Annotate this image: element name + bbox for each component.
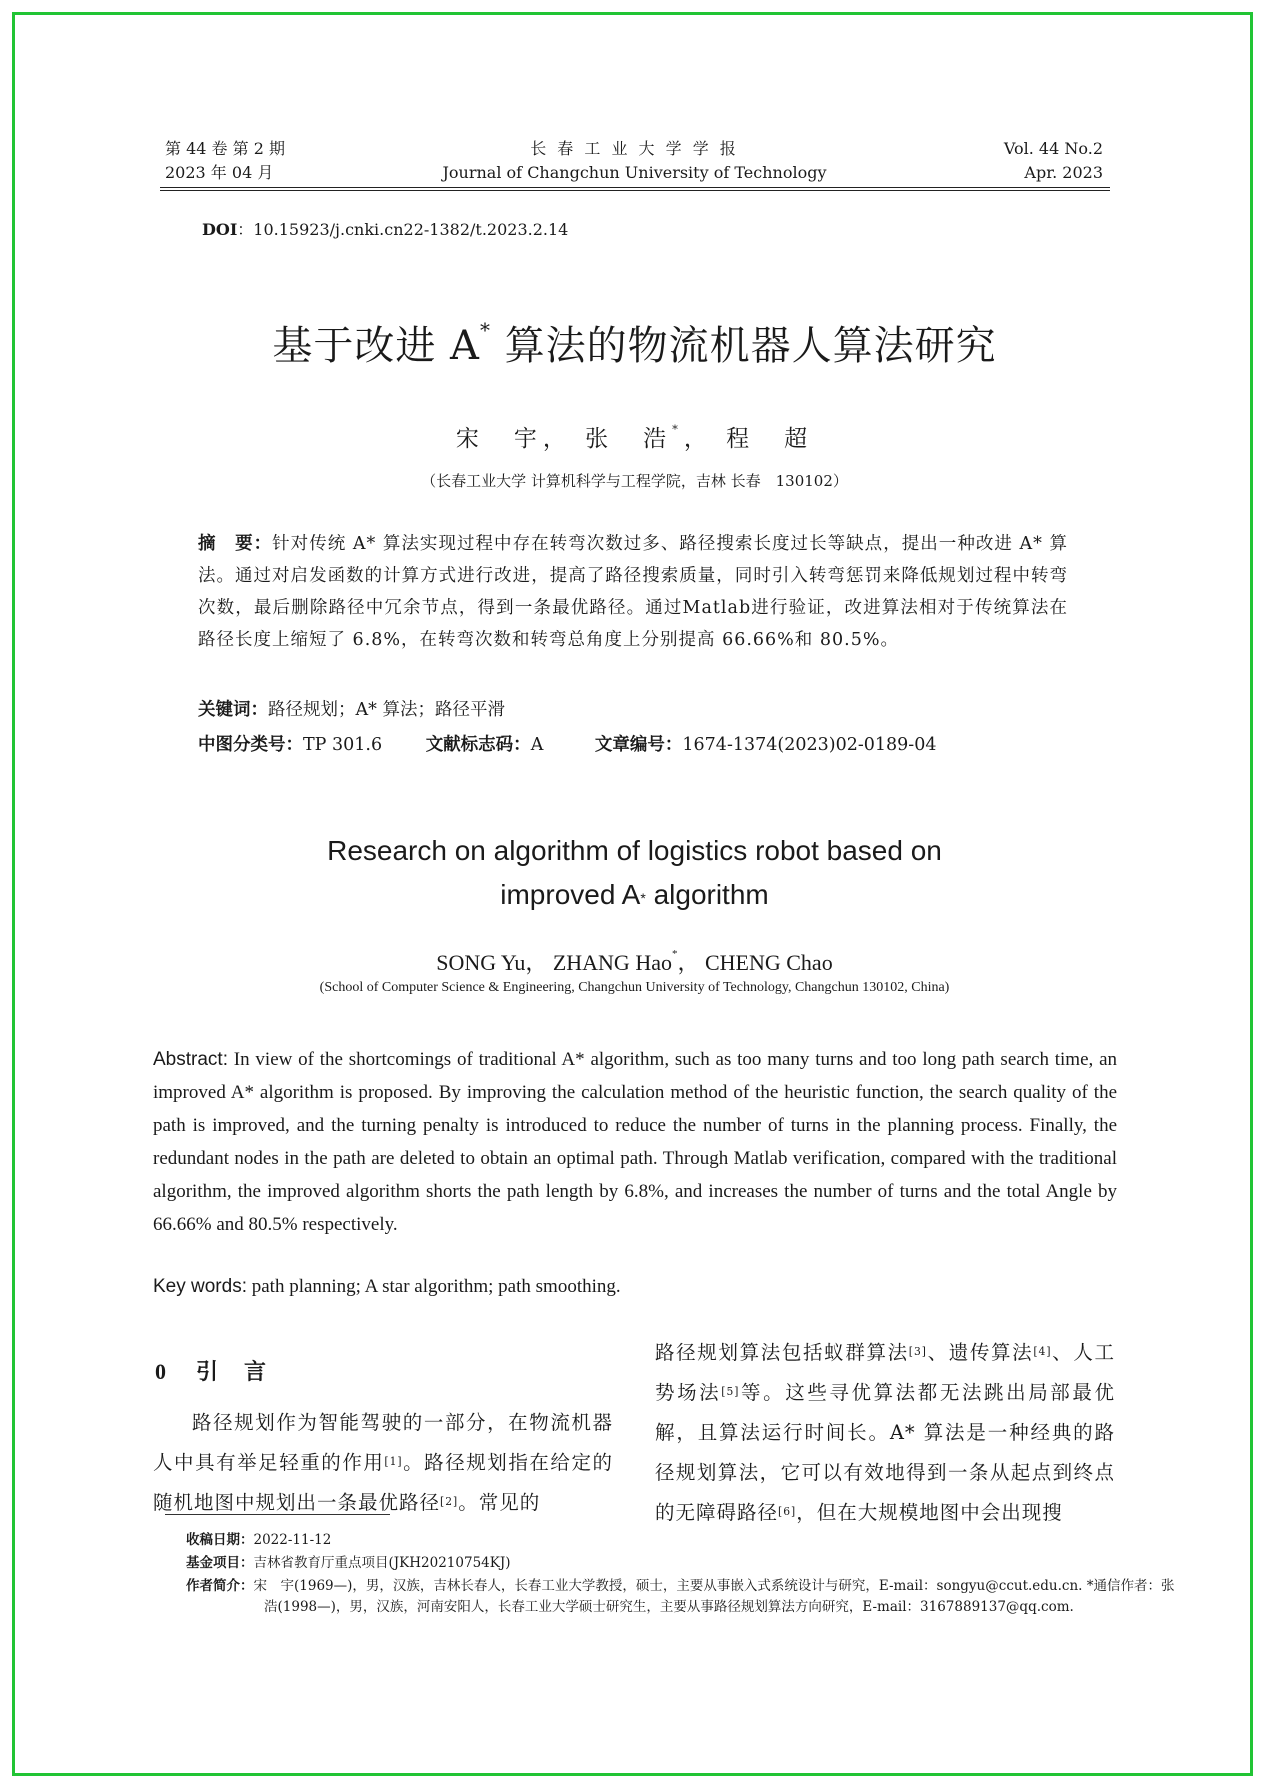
abstract-en-label: Abstract: [153, 1049, 228, 1070]
title-part: 基于改进 A [272, 323, 480, 369]
footnote-received [186, 1530, 1116, 1551]
body-text: 、遗传算法 [926, 1341, 1034, 1364]
journal-name-en: Journal of Changchun University of Technology [442, 163, 827, 182]
citation-1: [1] [384, 1454, 403, 1468]
footnote-author [186, 1576, 1194, 1618]
keywords-en [153, 1276, 621, 1298]
english-affiliation: (School of Computer Science & Engineering, Changchun University of Technology, Changchun 130102, China) [319, 980, 950, 995]
intro-right-column [655, 1333, 1115, 1533]
author-bio-text: 宋 宇(1969—)，男，汉族，吉林长春人，长春工业大学教授，硕士，主要从事嵌入式系统设计与研究，E-mail：songyu@ccut.edu.cn. *通信作者：张 浩(1998—)，男，汉族，河南安阳人，长春工业大学硕士研究生，主要从事路径规划算法方向研究，E-mail：3167889137@qq.com. [253, 1578, 1188, 1615]
body-text: ，但在大规模地图中会出现搜 [796, 1501, 1063, 1524]
keywords-cn [198, 696, 505, 721]
abstract-cn-label: 摘 要： [198, 534, 273, 554]
keywords-en-label: Key words: [153, 1276, 247, 1297]
keywords-cn-label: 关键词： [198, 700, 268, 720]
paper-title [100, 314, 1169, 371]
doc-code-value: A [530, 735, 544, 755]
fund-text: 吉林省教育厅重点项目(JKH20210754KJ) [253, 1555, 511, 1571]
title-star: * [479, 318, 491, 342]
article-number-value: 1674-1374(2023)02-0189-04 [682, 735, 937, 755]
doi-value: ：10.15923/j.cnki.cn22-1382/t.2023.2.14 [237, 220, 569, 239]
authors-part: 宋 宇， 张 浩 [455, 426, 673, 452]
article-number-label: 文章编号： [594, 735, 683, 755]
keywords-en-text: path planning; A star algorithm; path smoothing. [246, 1276, 621, 1297]
section-number: 0 [155, 1359, 168, 1384]
received-date: 2022-11-12 [253, 1532, 332, 1548]
header-rule-bottom [160, 190, 1110, 191]
classification [198, 731, 936, 756]
doi [202, 217, 568, 240]
volume-issue: 第 44 卷 第 2 期 [165, 139, 285, 158]
english-title-line1: Research on algorithm of logistics robot based on [327, 835, 942, 866]
citation-4: [4] [1033, 1344, 1052, 1358]
title-part: 算法的物流机器人算法研究 [490, 323, 997, 369]
authors-part: ， 程 超 [683, 426, 814, 452]
journal-name-cn: 长 春 工 业 大 学 学 报 [530, 139, 739, 158]
body-text: 路径规划算法包括蚁群算法 [655, 1341, 909, 1364]
doc-code-label: 文献标志码： [425, 735, 531, 755]
body-text: 路径规划作为智能驾驶的一部分，在物流机器人中具有举足轻重的作用 [153, 1411, 613, 1474]
authors [100, 420, 1169, 453]
english-title [100, 829, 1169, 917]
affiliation: （长春工业大学 计算机科学与工程学院，吉林 长春 130102） [421, 472, 848, 490]
keywords-cn-text: 路径规划；A* 算法；路径平滑 [268, 700, 505, 720]
intro-left-column [153, 1403, 613, 1523]
journal-volume-en [900, 137, 1103, 185]
citation-3: [3] [908, 1344, 927, 1358]
issue-date-cn: 2023 年 04 月 [165, 163, 274, 182]
body-text: 等。这些寻优算法都无法跳出局部最优解，且算法运行时间长。A* 算法是一种经典的路径规划算法，它可以有效地得到一条从起点到终点的无障碍路径 [655, 1381, 1115, 1524]
body-text: 、人工势场法 [655, 1341, 1115, 1404]
english-authors-part: ， CHENG Chao [677, 950, 833, 975]
clc-value: TP 301.6 [303, 735, 383, 755]
english-title-part: algorithm [645, 879, 769, 910]
fund-label: 基金项目： [186, 1555, 254, 1571]
body-text: 。常见的 [458, 1491, 541, 1514]
english-title-part: improved A [500, 879, 641, 910]
english-authors-part: SONG Yu， ZHANG Hao [436, 950, 672, 975]
doi-label: DOI [202, 220, 238, 239]
author-bio-label: 作者简介： [186, 1578, 254, 1594]
corresponding-star: * [672, 422, 684, 437]
abstract-en-text: In view of the shortcomings of traditional A* algorithm, such as too many turns and too long path search time, an improved A* algorithm is proposed. By improving the calculation method of the heuristic function, the search quality of the path is improved, and the turning penalty is introduced to reduce the number of turns in the planning process. Finally, the redundant nodes in the path are deleted to obtain an optimal path. Through Matlab verification, compared with the traditional algorithm, the improved algorithm shorts the path length by 6.8%, and increases the number of turns and the total Angle by 66.66% and 80.5% respectively. [153, 1049, 1117, 1235]
citation-2: [2] [440, 1494, 459, 1508]
english-authors [100, 946, 1169, 977]
volume-en: Vol. 44 No.2 [1003, 139, 1103, 158]
footnote-rule [165, 1514, 390, 1515]
english-corresponding-star: * [671, 948, 678, 961]
body-text: 。路径规划指在给定的随机地图中规划出一条最优路径 [153, 1451, 613, 1514]
issue-date-en: Apr. 2023 [1024, 163, 1103, 182]
section-title: 引 言 [196, 1360, 269, 1385]
section-heading [155, 1355, 268, 1386]
received-label: 收稿日期： [186, 1532, 254, 1548]
journal-issue [165, 137, 285, 185]
english-title-line2 [100, 873, 1169, 917]
journal-name [400, 137, 869, 185]
citation-5: [5] [721, 1384, 740, 1398]
english-title-star: * [640, 889, 646, 906]
abstract-en [153, 1043, 1117, 1241]
clc-label: 中图分类号： [198, 735, 303, 755]
citation-6: [6] [778, 1504, 797, 1518]
footnote-fund [186, 1553, 1116, 1574]
abstract-cn [198, 528, 1068, 656]
header-rule-top [160, 187, 1110, 188]
abstract-cn-text: 针对传统 A* 算法实现过程中存在转弯次数过多、路径搜索长度过长等缺点，提出一种改进 A* 算法。通过对启发函数的计算方式进行改进，提高了路径搜索质量，同时引入转弯惩罚来降低规划过程中转弯次数，最后删除路径中冗余节点，得到一条最优路径。通过Matlab进行验证，改进算法相对于传统算法在路径长度上缩短了 6.8%，在转弯次数和转弯总角度上分别提高 66.66%和 80.5%。 [198, 534, 1069, 650]
